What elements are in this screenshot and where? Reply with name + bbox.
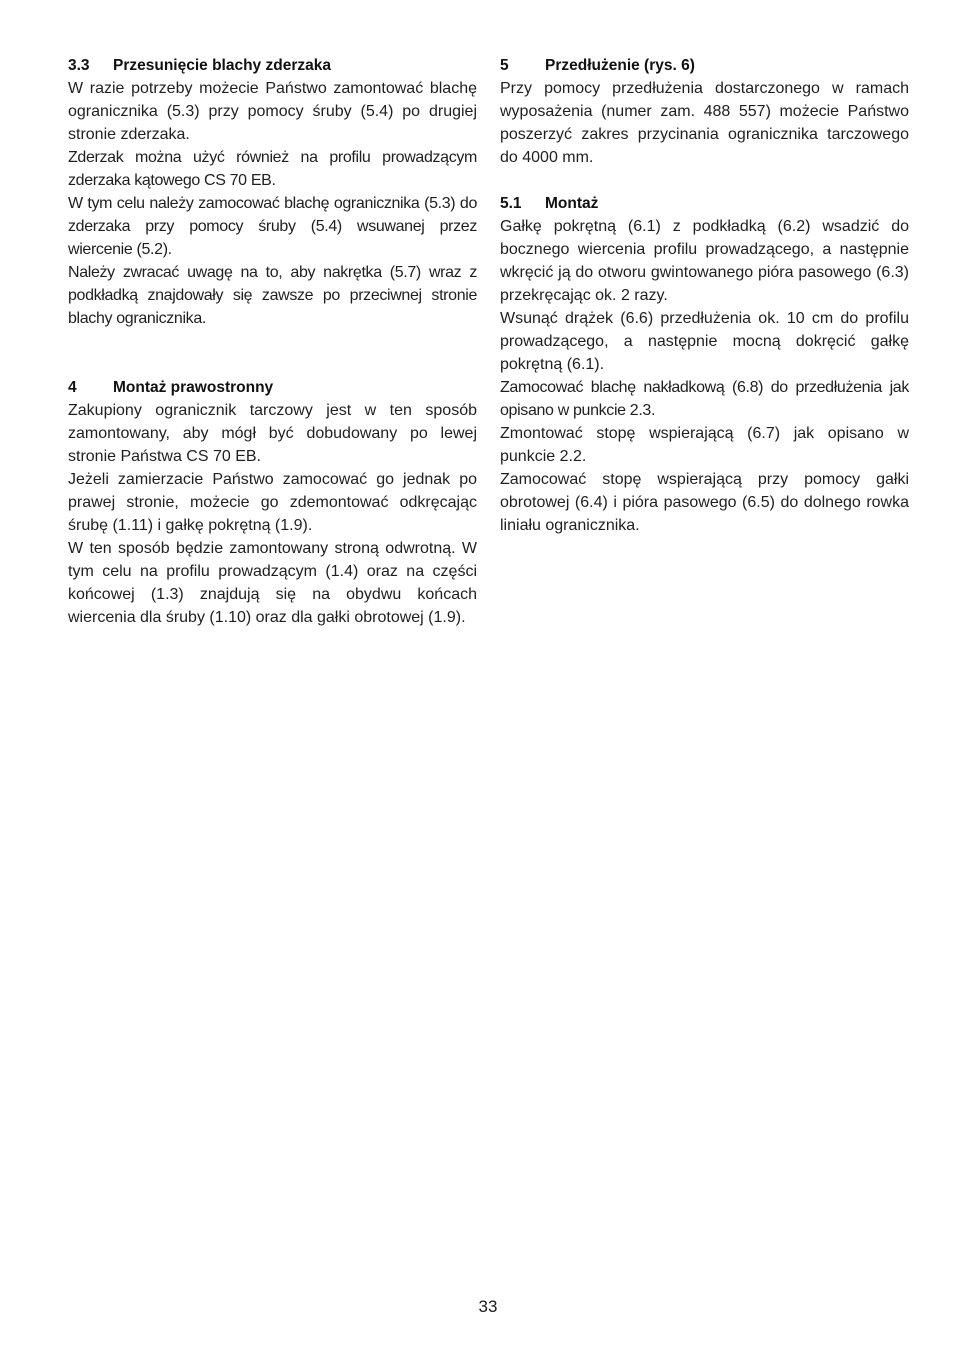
left-column [68,54,477,629]
section-4-heading [68,376,477,399]
section-5-1-heading [500,192,909,215]
page-number: 33 [478,1297,498,1316]
section-5-paragraph-1: Przy pomocy przedłużenia dostarczonego w ramach wyposażenia (numer zam. 488 557) możecie Państwo poszerzyć zakres przycinania ogranicznika tarczowego do 4000 mm. [500,80,909,166]
section-5-title: Przedłużenie (rys. 6) [545,57,695,74]
right-column [500,54,909,537]
section-5-1-number: 5.1 [500,195,522,212]
section-5-number: 5 [500,57,509,74]
section-5-1-title: Montaż [545,195,599,212]
section-4-title: Montaż prawostronny [113,379,274,396]
section-4-paragraph-3: W ten sposób będzie zamontowany stroną odwrotną. W tym celu na profilu prowadzącym (1.4) oraz na części końcowej (1.3) znajdują się na obydwu końcach wiercenia dla śruby (1.10) oraz dla gałki obrotowej (1.9). [68,540,477,626]
section-5-1-paragraph-2: Wsunąć drążek (6.6) przedłużenia ok. 10 cm do profilu prowadzącego, a następnie mocną dokręcić gałkę pokrętną (6.1). [500,310,909,373]
section-3-3-paragraph-3: W tym celu należy zamocować blachę ogranicznika (5.3) do zderzaka przy pomocy śruby (5.4) wsuwanej przez wiercenie (5.2). [68,195,477,258]
section-spacer [500,169,909,192]
section-4 [68,376,477,629]
section-5 [500,54,909,169]
section-3-3 [68,54,477,330]
section-3-3-number: 3.3 [68,57,90,74]
section-spacer [68,330,477,376]
section-3-3-paragraph-1: W razie potrzeby możecie Państwo zamontować blachę ogranicznika (5.3) przy pomocy śruby (5.4) po drugiej stronie zderzaka. [68,80,477,143]
section-5-1-paragraph-3: Zamocować blachę nakładkową (6.8) do przedłużenia jak opisano w punkcie 2.3. [500,379,909,419]
section-3-3-heading [68,54,477,77]
section-5-heading [500,54,909,77]
section-3-3-title: Przesunięcie blachy zderzaka [113,57,331,74]
section-5-1-paragraph-4: Zmontować stopę wspierającą (6.7) jak opisano w punkcie 2.2. [500,425,909,465]
section-5-1-paragraph-1: Gałkę pokrętną (6.1) z podkładką (6.2) wsadzić do bocznego wiercenia profilu prowadzącego, a następnie wkręcić ją do otworu gwintowanego pióra pasowego (6.3) przekręcając ok. 2 razy. [500,218,909,304]
section-3-3-paragraph-2: Zderzak można użyć również na profilu prowadzącym zderzaka kątowego CS 70 EB. [68,149,477,189]
section-5-1 [500,192,909,537]
section-5-1-paragraph-5: Zamocować stopę wspierającą przy pomocy gałki obrotowej (6.4) i pióra pasowego (6.5) do dolnego rowka liniału ogranicznika. [500,471,909,534]
section-3-3-paragraph-4: Należy zwracać uwagę na to, aby nakrętka (5.7) wraz z podkładką znajdowały się zawsze po przeciwnej stronie blachy ogranicznika. [68,264,477,327]
section-4-number: 4 [68,379,77,396]
section-4-paragraph-2: Jeżeli zamierzacie Państwo zamocować go jednak po prawej stronie, możecie go zdemontować odkręcając śrubę (1.11) i gałkę pokrętną (1.9). [68,471,477,534]
section-4-paragraph-1: Zakupiony ogranicznik tarczowy jest w ten sposób zamontowany, aby mógł być dobudowany po lewej stronie Państwa CS 70 EB. [68,402,477,465]
